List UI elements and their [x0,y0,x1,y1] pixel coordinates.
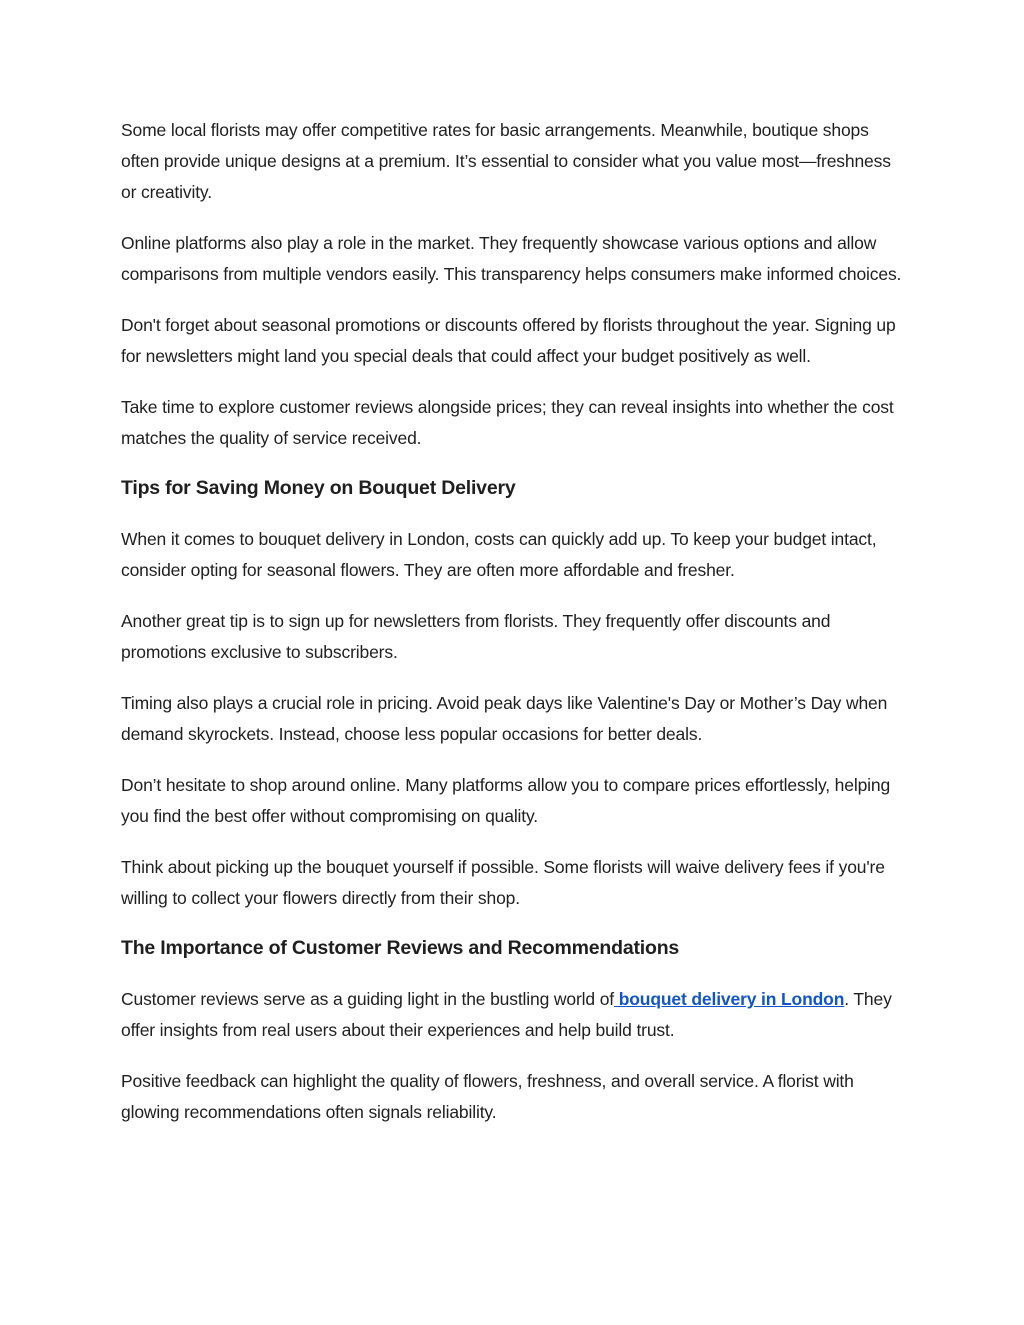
paragraph-pick-up: Think about picking up the bouquet yourself if possible. Some florists will waive delivery fees if you're willing to collect your flowers directly from their shop. [121,857,885,908]
paragraph-timing: Timing also plays a crucial role in pricing. Avoid peak days like Valentine's Day or Mother’s Day when demand skyrockets. Instead, choose less popular occasions for better deals. [121,693,888,744]
document-body [121,115,906,1148]
paragraph-reviews-guiding-light [121,984,906,1046]
paragraph-customer-reviews-prices: Take time to explore customer reviews alongside prices; they can reveal insights into whether the cost matches the quality of service received. [121,397,894,448]
heading-saving-tips: Tips for Saving Money on Bouquet Delivery [121,477,516,499]
paragraph-newsletters: Another great tip is to sign up for newsletters from florists. They frequently offer discounts and promotions exclusive to subscribers. [121,611,831,662]
reviews-text-after-link: . They offer insights from real users about their experiences and help build trust. [121,989,892,1040]
heading-customer-reviews: The Importance of Customer Reviews and Recommendations [121,937,680,959]
paragraph-positive-feedback: Positive feedback can highlight the quality of flowers, freshness, and overall service. A florist with glowing recommendations often signals reliability. [121,1071,854,1122]
paragraph-online-platforms: Online platforms also play a role in the market. They frequently showcase various options and allow comparisons from multiple vendors easily. This transparency helps consumers make informed choices. [121,233,902,284]
bouquet-delivery-link[interactable]: bouquet delivery in London [614,989,845,1009]
paragraph-local-florists: Some local florists may offer competitive rates for basic arrangements. Meanwhile, boutique shops often provide unique designs at a premium. It’s essential to consider what you value most—freshness or creativity. [121,120,891,202]
paragraph-seasonal-flowers: When it comes to bouquet delivery in London, costs can quickly add up. To keep your budget intact, consider opting for seasonal flowers. They are often more affordable and fresher. [121,529,877,580]
paragraph-seasonal-promotions: Don't forget about seasonal promotions or discounts offered by florists throughout the year. Signing up for newsletters might land you special deals that could affect your budget positively as well. [121,315,896,366]
reviews-text-before-link: Customer reviews serve as a guiding light in the bustling world of [121,989,614,1009]
paragraph-shop-around: Don’t hesitate to shop around online. Many platforms allow you to compare prices effortlessly, helping you find the best offer without compromising on quality. [121,775,891,826]
